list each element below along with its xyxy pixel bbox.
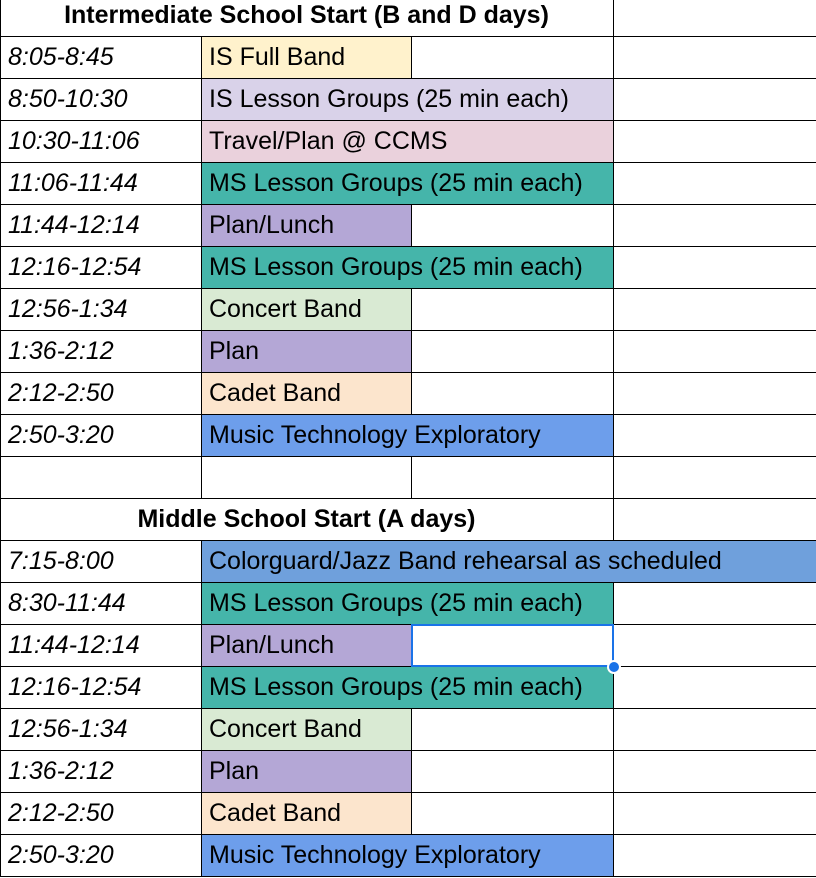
empty-cell[interactable] [411,456,613,498]
grid-line [0,288,816,289]
grid-line [0,78,1,120]
empty-cell[interactable] [411,36,613,78]
empty-cell[interactable] [411,750,613,792]
empty-cell[interactable] [613,0,816,36]
grid-line [0,582,816,583]
grid-line [0,582,1,624]
time-cell[interactable]: 2:50-3:20 [8,421,114,449]
activity-cell[interactable]: Cadet Band [201,792,411,834]
empty-cell[interactable] [613,792,816,834]
grid-line [0,624,816,625]
activity-cell[interactable]: Plan/Lunch [201,204,411,246]
time-cell[interactable]: 1:36-2:12 [8,337,114,365]
grid-line [0,0,1,36]
grid-line [0,414,1,456]
grid-line [613,36,614,78]
empty-cell[interactable] [613,498,816,540]
empty-cell[interactable] [613,204,816,246]
activity-cell[interactable]: MS Lesson Groups (25 min each) [201,666,613,708]
activity-cell[interactable]: MS Lesson Groups (25 min each) [201,162,613,204]
empty-cell[interactable] [613,120,816,162]
grid-line [613,582,614,624]
activity-cell[interactable]: Travel/Plan @ CCMS [201,120,613,162]
grid-line [0,330,1,372]
grid-line [0,708,816,709]
activity-cell[interactable]: Music Technology Exploratory [201,834,613,876]
grid-line [411,288,412,330]
grid-line [0,666,816,667]
time-cell[interactable]: 11:44-12:14 [8,211,140,239]
empty-cell[interactable] [0,456,201,498]
grid-line [613,834,614,876]
time-cell[interactable]: 11:06-11:44 [8,169,138,197]
time-cell[interactable]: 7:15-8:00 [8,547,114,575]
empty-cell[interactable] [613,36,816,78]
time-cell[interactable]: 12:56-1:34 [8,295,128,323]
grid-line [0,204,816,205]
empty-cell[interactable] [411,708,613,750]
cell-selection[interactable] [411,624,614,667]
empty-cell[interactable] [613,288,816,330]
grid-line [0,288,1,330]
grid-line [613,414,614,456]
time-cell[interactable]: 8:05-8:45 [8,43,114,71]
empty-cell[interactable] [613,372,816,414]
grid-line [201,372,202,414]
activity-cell[interactable]: Colorguard/Jazz Band rehearsal as scheduled [201,540,816,582]
grid-line [201,708,202,750]
grid-line [0,330,816,331]
grid-line [0,624,1,666]
grid-line [0,162,1,204]
empty-cell[interactable] [613,666,816,708]
grid-line [201,288,202,330]
grid-line [0,834,816,835]
empty-cell[interactable] [613,78,816,120]
grid-line [201,792,202,834]
grid-line [201,246,202,288]
time-cell[interactable]: 10:30-11:06 [8,127,140,155]
empty-cell[interactable] [613,624,816,666]
grid-line [613,78,614,120]
grid-line [613,372,614,414]
grid-line [0,36,1,78]
grid-line [201,36,202,78]
grid-line [201,78,202,120]
grid-line [411,708,412,750]
empty-cell[interactable] [411,792,613,834]
grid-line [613,120,614,162]
grid-line [411,36,412,78]
grid-line [201,834,202,876]
grid-line [0,162,816,163]
grid-line [411,204,412,246]
grid-line [201,750,202,792]
grid-line [0,246,1,288]
section-b-header[interactable]: Intermediate School Start (B and D days) [64,1,549,29]
grid-line [0,204,1,246]
activity-cell[interactable]: Plan [201,750,411,792]
grid-line [0,792,816,793]
time-cell[interactable]: 1:36-2:12 [8,757,114,785]
grid-line [0,372,1,414]
activity-cell[interactable]: Concert Band [201,708,411,750]
grid-line [0,78,816,79]
grid-line [0,708,1,750]
grid-line [0,540,1,582]
grid-line [0,876,816,877]
grid-line [613,792,614,834]
time-cell[interactable]: 2:50-3:20 [8,841,114,869]
section-a-header[interactable]: Middle School Start (A days) [137,505,476,533]
empty-cell[interactable] [613,750,816,792]
grid-line [613,288,614,330]
empty-cell[interactable] [613,162,816,204]
activity-cell[interactable]: Plan [201,330,411,372]
activity-cell[interactable]: Cadet Band [201,372,411,414]
grid-line [0,750,1,792]
grid-line [411,330,412,372]
grid-line [613,246,614,288]
activity-cell[interactable]: Concert Band [201,288,411,330]
time-cell[interactable]: 8:30-11:44 [8,589,126,617]
activity-cell[interactable]: MS Lesson Groups (25 min each) [201,246,613,288]
grid-line [0,372,816,373]
grid-line [0,498,816,499]
time-cell[interactable]: 12:16-12:54 [8,253,142,281]
grid-line [201,582,202,624]
grid-line [613,456,614,498]
grid-line [201,540,202,582]
time-cell[interactable]: 11:44-12:14 [8,631,140,659]
grid-line [0,792,1,834]
empty-cell[interactable] [613,582,816,624]
time-cell[interactable]: 12:56-1:34 [8,715,128,743]
activity-cell[interactable]: Music Technology Exploratory [201,414,613,456]
grid-line [0,414,816,415]
grid-line [613,0,614,36]
grid-line [613,708,614,750]
grid-line [613,498,614,540]
grid-line [201,456,202,498]
empty-cell[interactable] [411,330,613,372]
grid-line [613,330,614,372]
empty-cell[interactable] [613,330,816,372]
grid-line [0,36,816,37]
grid-line [0,246,816,247]
empty-cell[interactable] [613,834,816,876]
grid-line [201,204,202,246]
empty-cell[interactable] [411,372,613,414]
grid-line [0,834,1,876]
grid-line [201,120,202,162]
grid-line [411,792,412,834]
grid-line [201,162,202,204]
grid-line [0,750,816,751]
empty-cell[interactable] [411,288,613,330]
empty-cell[interactable] [613,708,816,750]
empty-cell[interactable] [613,414,816,456]
grid-line [411,372,412,414]
grid-line [0,456,1,498]
grid-line [201,414,202,456]
grid-line [613,204,614,246]
grid-line [613,750,614,792]
activity-cell[interactable]: IS Full Band [201,36,411,78]
grid-line [613,162,614,204]
grid-line [411,456,412,498]
grid-line [201,330,202,372]
empty-cell[interactable] [613,246,816,288]
grid-line [201,624,202,666]
time-cell[interactable]: 8:50-10:30 [8,85,128,113]
empty-cell[interactable] [411,204,613,246]
grid-line [411,750,412,792]
activity-cell[interactable]: Plan/Lunch [201,624,411,666]
grid-line [201,666,202,708]
time-cell[interactable]: 12:16-12:54 [8,673,142,701]
empty-cell[interactable] [201,456,411,498]
time-cell[interactable]: 2:12-2:50 [8,379,114,407]
grid-line [0,456,816,457]
grid-line [0,120,1,162]
grid-line [0,120,816,121]
grid-line [0,666,1,708]
activity-cell[interactable]: IS Lesson Groups (25 min each) [201,78,613,120]
time-cell[interactable]: 2:12-2:50 [8,799,114,827]
activity-cell[interactable]: MS Lesson Groups (25 min each) [201,582,613,624]
grid-line [0,498,1,540]
grid-line [0,540,816,541]
fill-handle[interactable] [607,660,621,674]
empty-cell[interactable] [613,456,816,498]
